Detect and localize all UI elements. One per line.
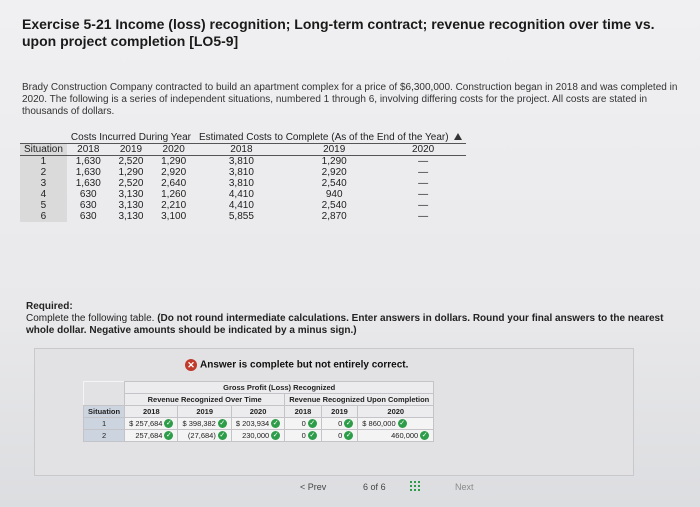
answer-value: (27,684) bbox=[187, 431, 216, 440]
gross-profit-header: Gross Profit (Loss) Recognized bbox=[125, 382, 434, 394]
answer-cell[interactable] bbox=[358, 430, 434, 442]
cost-cell: — bbox=[418, 178, 429, 189]
check-icon: ✓ bbox=[272, 420, 279, 427]
answer-cell[interactable] bbox=[285, 418, 322, 430]
pagination bbox=[0, 478, 700, 498]
cost-cell: 940 bbox=[325, 189, 343, 200]
cost-cell: — bbox=[418, 167, 429, 178]
col-incurred-2020: 2020 bbox=[152, 144, 195, 156]
answer-value: 460,000 bbox=[391, 431, 419, 440]
table-row bbox=[20, 189, 466, 200]
answer-cell[interactable] bbox=[125, 430, 178, 442]
mouse-cursor-icon bbox=[454, 133, 462, 140]
situation-number: 2 bbox=[20, 167, 67, 178]
situation-number: 4 bbox=[20, 189, 67, 200]
cost-cell: 1,290 bbox=[321, 156, 347, 167]
cost-cell: 2,920 bbox=[161, 167, 187, 178]
cost-cell: 2,210 bbox=[161, 200, 187, 211]
cost-cell: 5,855 bbox=[228, 211, 254, 222]
check-icon: ✓ bbox=[309, 420, 316, 427]
header-estimated-label: Estimated Costs to Complete (As of the End of the Year) bbox=[199, 132, 449, 143]
answer-cell[interactable] bbox=[358, 418, 434, 430]
col-uc-2020: 2020 bbox=[358, 406, 434, 418]
answer-value: $ 860,000 bbox=[362, 419, 396, 428]
answer-cell[interactable] bbox=[231, 430, 284, 442]
cost-cell: 3,810 bbox=[228, 156, 254, 167]
cost-cell: 3,130 bbox=[118, 211, 144, 222]
exercise-title: Exercise 5-21 Income (loss) recognition; Long-term contract; revenue recognition over time vs. upon project completion [LO5-9] bbox=[22, 16, 655, 49]
prev-label: Prev bbox=[307, 482, 327, 492]
cost-cell: 3,130 bbox=[118, 200, 144, 211]
next-button[interactable] bbox=[455, 482, 474, 492]
table-row bbox=[20, 200, 466, 211]
check-icon: ✓ bbox=[345, 432, 352, 439]
situation-number: 1 bbox=[84, 418, 125, 430]
answer-value: 257,684 bbox=[135, 431, 163, 440]
answer-status-text: Answer is complete but not entirely correct. bbox=[200, 359, 409, 371]
table-row bbox=[84, 430, 434, 442]
situation-number: 6 bbox=[20, 211, 67, 222]
col-incurred-2018: 2018 bbox=[67, 144, 110, 156]
answer-value: 0 bbox=[338, 419, 343, 428]
answer-cell[interactable] bbox=[125, 418, 178, 430]
cost-cell: 3,130 bbox=[118, 189, 144, 200]
cost-cell: 1,630 bbox=[75, 178, 101, 189]
cost-cell: 2,540 bbox=[321, 200, 347, 211]
answer-value: 0 bbox=[301, 419, 306, 428]
cost-cell: 1,630 bbox=[75, 167, 101, 178]
check-icon: ✓ bbox=[219, 432, 226, 439]
cost-cell: 3,810 bbox=[228, 167, 254, 178]
col-situation: Situation bbox=[84, 406, 125, 418]
page-indicator bbox=[363, 482, 386, 492]
check-icon: ✓ bbox=[399, 420, 406, 427]
prev-button[interactable] bbox=[300, 482, 326, 492]
answer-cell[interactable] bbox=[321, 418, 358, 430]
col-estimated-2018: 2018 bbox=[195, 144, 288, 156]
table-row bbox=[20, 167, 466, 178]
answer-value: 230,000 bbox=[242, 431, 270, 440]
cost-cell: 2,920 bbox=[321, 167, 347, 178]
cost-cell: 3,810 bbox=[228, 178, 254, 189]
over-time-header: Revenue Recognized Over Time bbox=[125, 394, 285, 406]
page-of: of bbox=[370, 482, 379, 492]
situation-number: 3 bbox=[20, 178, 67, 189]
cost-cell: 1,630 bbox=[75, 156, 101, 167]
col-ot-2019: 2019 bbox=[178, 406, 231, 418]
grid-menu-icon[interactable] bbox=[410, 481, 422, 493]
error-x-icon: ✕ bbox=[185, 359, 197, 371]
upon-completion-header: Revenue Recognized Upon Completion bbox=[285, 394, 434, 406]
answer-panel bbox=[34, 348, 634, 476]
answer-cell[interactable] bbox=[321, 430, 358, 442]
cost-cell: 4,410 bbox=[228, 200, 254, 211]
table-row bbox=[20, 211, 466, 222]
header-incurred bbox=[67, 132, 195, 144]
answer-value: 0 bbox=[338, 431, 343, 440]
cost-cell: 1,290 bbox=[118, 167, 144, 178]
cost-cell: 2,640 bbox=[161, 178, 187, 189]
cost-cell: 630 bbox=[79, 211, 97, 222]
cost-cell: 2,520 bbox=[118, 178, 144, 189]
check-icon: ✓ bbox=[219, 420, 226, 427]
cost-cell: — bbox=[418, 200, 429, 211]
col-uc-2019: 2019 bbox=[321, 406, 358, 418]
answer-value: $ 257,684 bbox=[129, 419, 163, 428]
table-row bbox=[84, 418, 434, 430]
check-icon: ✓ bbox=[166, 420, 172, 427]
answer-value: $ 203,934 bbox=[235, 419, 270, 428]
answer-table bbox=[83, 381, 434, 442]
cost-cell: 1,260 bbox=[161, 189, 187, 200]
situation-number: 5 bbox=[20, 200, 67, 211]
table-row bbox=[20, 156, 466, 168]
required-instructions: (Do not round intermediate calculations. Enter answers in dollars. Round your final answers to the nearest whole dollar. Negative amounts should be indicated by a minus sign.) bbox=[26, 313, 664, 336]
cost-cell: 1,290 bbox=[161, 156, 187, 167]
next-label: Next bbox=[455, 482, 474, 492]
required-section bbox=[26, 301, 686, 337]
cost-cell: 630 bbox=[79, 200, 97, 211]
cost-cell: 630 bbox=[79, 189, 97, 200]
exercise-intro: Brady Construction Company contracted to build an apartment complex for a price of $6,300,000. Construction began in 2018 and was completed in 2020. The following is a series of independent situations, numbered 1 through 6, involving differing costs for the project. All costs are stated in thousands of dollars. bbox=[22, 82, 678, 117]
chevron-left-icon: < bbox=[300, 482, 306, 492]
situation-number: 1 bbox=[20, 156, 67, 168]
check-icon: ✓ bbox=[272, 432, 279, 439]
cost-cell: 2,870 bbox=[321, 211, 347, 222]
check-icon: ✓ bbox=[345, 420, 352, 427]
situation-number: 2 bbox=[84, 430, 125, 442]
col-estimated-2020: 2020 bbox=[381, 144, 466, 156]
answer-cell[interactable] bbox=[178, 430, 231, 442]
cost-cell: — bbox=[418, 189, 429, 200]
col-situation: Situation bbox=[20, 144, 67, 156]
check-icon: ✓ bbox=[309, 432, 316, 439]
check-icon: ✓ bbox=[166, 432, 172, 439]
check-icon: ✓ bbox=[421, 432, 428, 439]
cost-cell: 3,100 bbox=[161, 211, 187, 222]
cost-cell: 2,520 bbox=[118, 156, 144, 167]
table-row bbox=[20, 178, 466, 189]
required-label: Required: bbox=[26, 301, 73, 312]
col-estimated-2019: 2019 bbox=[288, 144, 381, 156]
header-incurred-label: Costs Incurred During Year bbox=[70, 132, 191, 143]
col-incurred-2019: 2019 bbox=[110, 144, 153, 156]
required-text: Complete the following table. bbox=[26, 313, 155, 324]
cost-cell: 4,410 bbox=[228, 189, 254, 200]
col-uc-2018: 2018 bbox=[285, 406, 322, 418]
answer-cell[interactable] bbox=[231, 418, 284, 430]
page-total: 6 bbox=[380, 482, 386, 492]
costs-table bbox=[20, 132, 466, 222]
cost-cell: — bbox=[418, 156, 429, 167]
answer-status bbox=[185, 359, 408, 371]
answer-cell[interactable] bbox=[285, 430, 322, 442]
answer-value: $ 398,382 bbox=[182, 419, 216, 428]
col-ot-2020: 2020 bbox=[231, 406, 284, 418]
page-current: 6 bbox=[363, 482, 369, 492]
header-estimated bbox=[195, 132, 466, 144]
answer-cell[interactable] bbox=[178, 418, 231, 430]
answer-value: 0 bbox=[301, 431, 306, 440]
col-ot-2018: 2018 bbox=[125, 406, 178, 418]
cost-cell: 2,540 bbox=[321, 178, 347, 189]
cost-cell: — bbox=[418, 211, 429, 222]
